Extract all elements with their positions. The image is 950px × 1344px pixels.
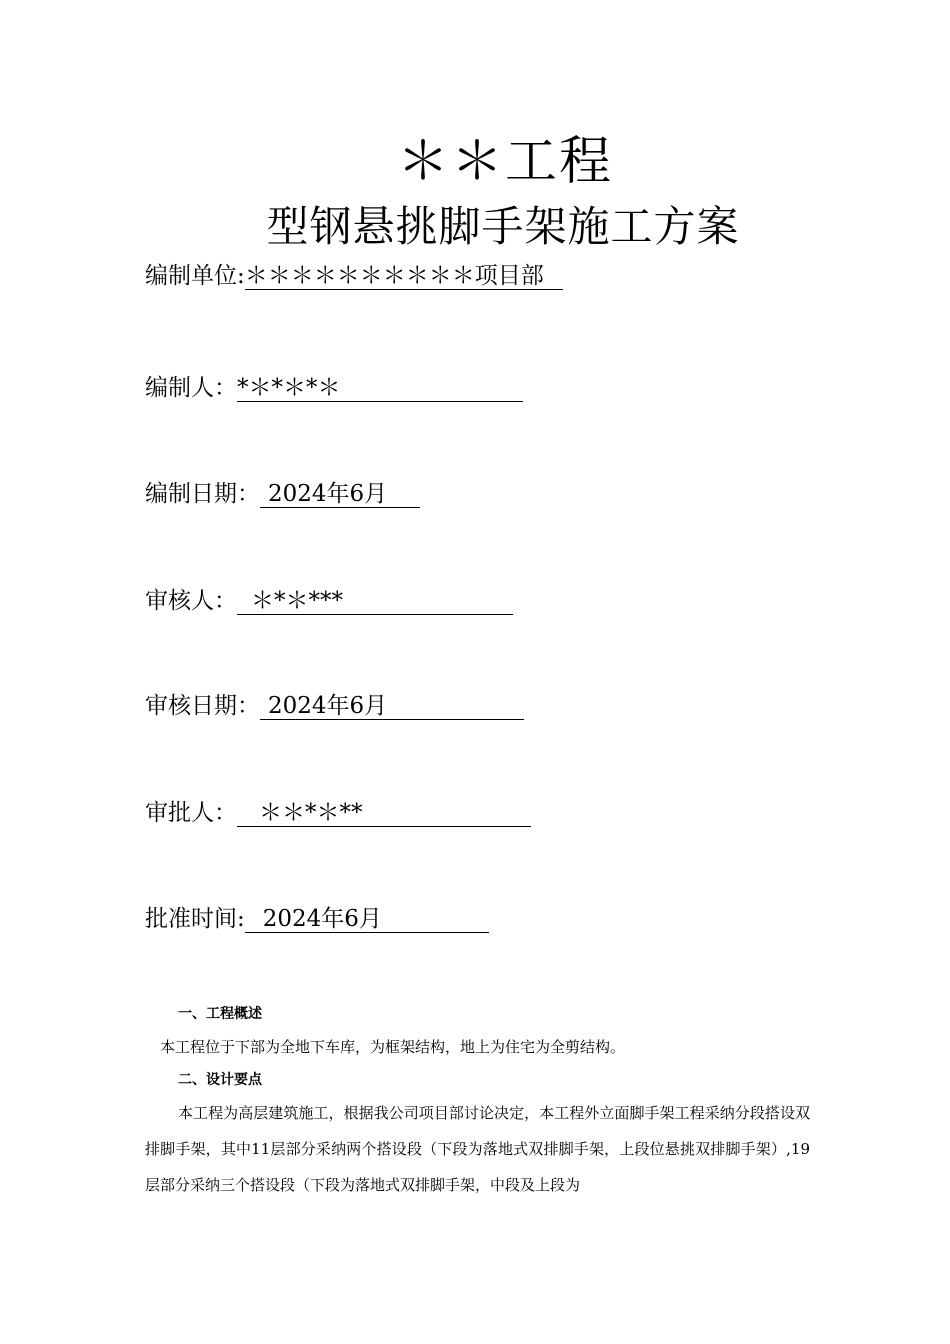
- field-review-date-label: 审核日期：: [145, 693, 260, 719]
- document-title: ＊＊工程: [396, 132, 613, 192]
- field-compile-date-label: 编制日期：: [145, 481, 260, 507]
- section-design-text: 本工程为高层建筑施工，根据我公司项目部讨论决定，本工程外立面脚手架工程采纳分段搭设双排脚手架，其中11层部分采纳两个搭设段（下段为落地式双排脚手架，上段位悬挑双排脚手架）,19层部分采纳三个搭设段（下段为落地式双排脚手架，中段及上段为: [145, 1104, 810, 1194]
- field-approve-date: [145, 903, 489, 935]
- field-approver: [145, 797, 531, 829]
- document-subtitle: 型钢悬挑脚手架施工方案: [266, 202, 740, 251]
- field-reviewer-label: 审核人：: [145, 588, 237, 614]
- field-unit-value: ＊＊＊＊＊＊＊＊＊＊项目部: [245, 263, 563, 290]
- section-overview-text: 本工程位于下部为全地下车库，为框架结构，地上为住宅为全剪结构。: [160, 1038, 626, 1056]
- field-approver-value: ＊＊*＊**: [237, 800, 531, 827]
- field-compile-date-value: 2024年6月: [260, 481, 420, 508]
- section-heading-design: 二、设计要点: [178, 1072, 262, 1088]
- field-approve-date-value: 2024年6月: [245, 906, 489, 933]
- field-compiler-label: 编制人：: [145, 375, 237, 401]
- field-unit: [145, 260, 563, 292]
- field-unit-label: 编制单位:: [145, 263, 245, 289]
- field-approver-label: 审批人：: [145, 800, 237, 826]
- field-review-date: [145, 690, 524, 722]
- field-compiler: [145, 372, 523, 404]
- field-compile-date: [145, 478, 420, 510]
- field-reviewer-value: ＊*＊***: [237, 588, 513, 615]
- field-approve-date-label: 批准时间:: [145, 906, 245, 932]
- field-reviewer: [145, 585, 513, 617]
- field-compiler-value: *＊*＊*＊: [237, 375, 523, 402]
- section-heading-overview: 一、工程概述: [178, 1006, 262, 1022]
- field-review-date-value: 2024年6月: [260, 693, 524, 720]
